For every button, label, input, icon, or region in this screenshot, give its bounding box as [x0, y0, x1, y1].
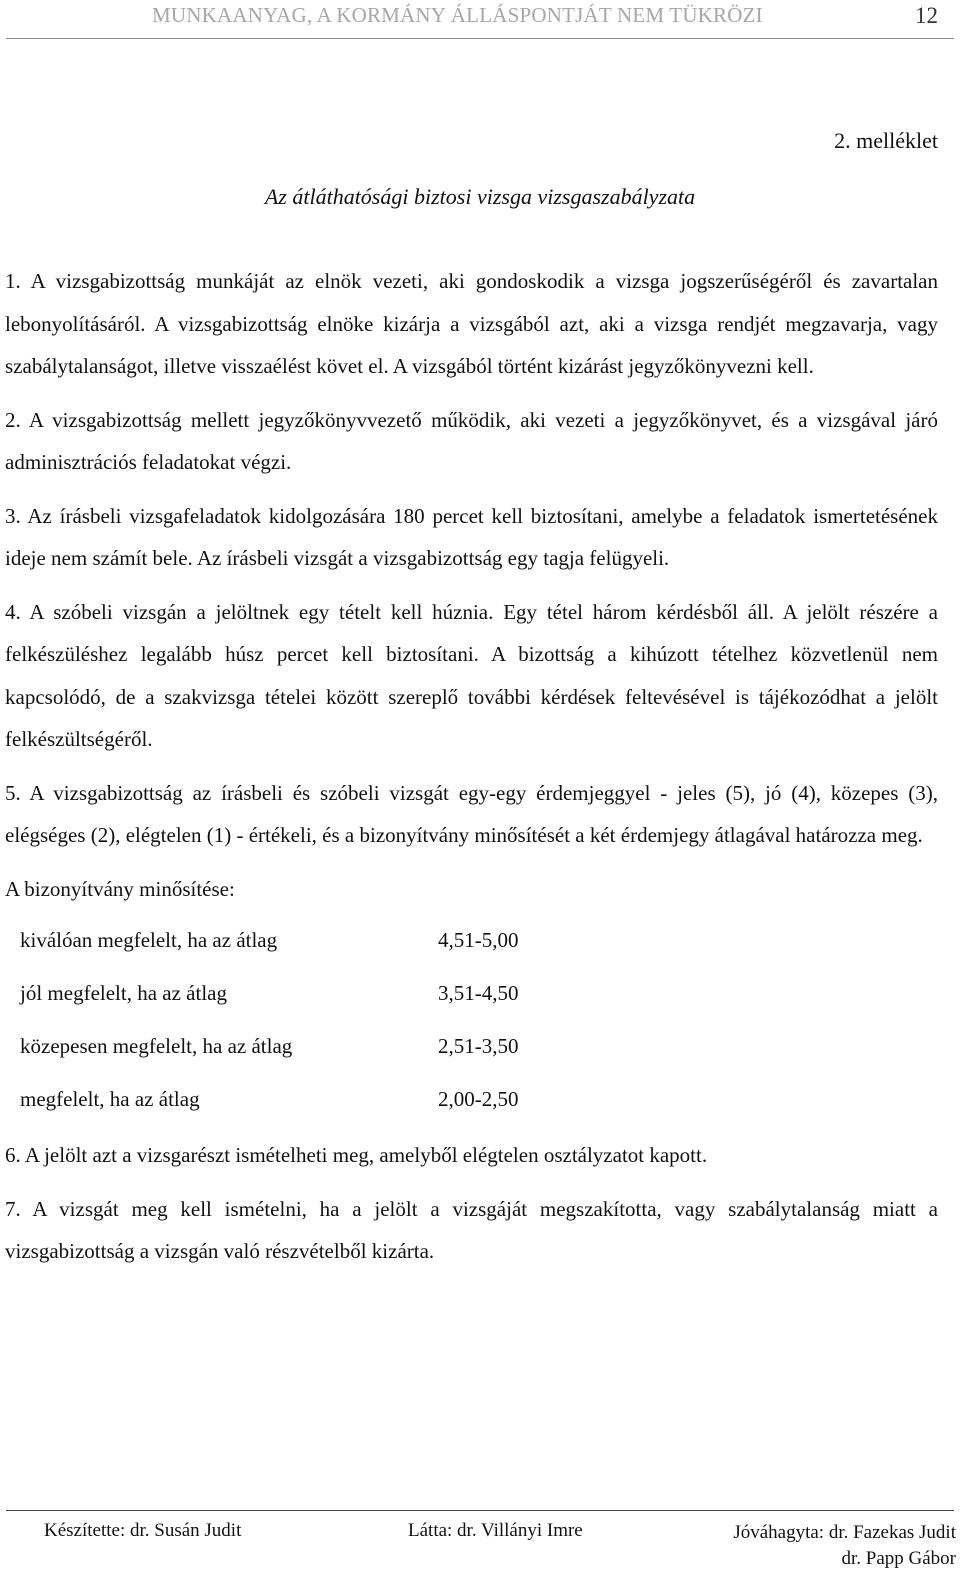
grading-row [20, 1073, 519, 1126]
grading-heading: A bizonyítvány minősítése: [5, 876, 235, 901]
document-body [5, 260, 938, 1284]
annex-label: 2. melléklet [834, 128, 938, 153]
paragraph-2: 2. A vizsgabizottság mellett jegyzőkönyvvezető működik, aki vezeti a jegyzőkönyvet, és a vizsgával járó adminisztrációs feladatokat végzi. [5, 407, 938, 474]
grading-row [20, 967, 519, 1020]
footer-prepared-by: Készítette: dr. Susán Judit [44, 1520, 242, 1541]
grading-label: jól megfelelt, ha az átlag [20, 981, 227, 1006]
grading-label: kiválóan megfelelt, ha az átlag [20, 928, 278, 953]
grading-label: megfelelt, ha az átlag [20, 1087, 200, 1112]
paragraph-6: 6. A jelölt azt a vizsgarészt ismételheti meg, amelyből elégtelen osztályzatot kapott. [5, 1143, 708, 1167]
page-header [0, 0, 960, 40]
header-watermark-title: MUNKAANYAG, A KORMÁNY ÁLLÁSPONTJÁT NEM TÜKRÖZI [152, 3, 763, 27]
page-footer [0, 1510, 960, 1569]
document-title: Az átláthatósági biztosi vizsga vizsgaszabályzata [264, 184, 696, 209]
footer-approved-by-line1: Jóváhagyta: dr. Fazekas Judit [733, 1522, 956, 1543]
paragraph-5: 5. A vizsgabizottság az írásbeli és szóbeli vizsgát egy-egy érdemjeggyel - jeles (5), jó (4), közepes (3), elégséges (2), elégtelen (1) - értékeli, és a bizonyítvány minősítését a két érdemjegy átlagával határozza meg. [5, 780, 938, 847]
page-number: 12 [915, 3, 938, 28]
footer-divider [6, 1510, 954, 1511]
paragraph-7: 7. A vizsgát meg kell ismételni, ha a jelölt a vizsgáját megszakította, vagy szabálytalanság miatt a vizsgabizottság a vizsgán való részvételből kizárta. [5, 1196, 938, 1263]
grading-row [20, 1020, 519, 1073]
paragraph-1: 1. A vizsgabizottság munkáját az elnök vezeti, aki gondoskodik a vizsga jogszerűségéről és zavartalan lebonyolításáról. A vizsgabizottság elnöke kizárja a vizsgából azt, aki a vizsga rendjét megzavarja, vagy szabálytalanságot, illetve visszaélést követ el. A vizsgából történt kizárást jegyzőkönyvezni kell. [5, 269, 938, 378]
grading-table [20, 914, 519, 1126]
grading-range: 2,00-2,50 [438, 1087, 519, 1112]
paragraph-4: 4. A szóbeli vizsgán a jelöltnek egy tételt kell húznia. Egy tétel három kérdésből áll. A jelölt részére a felkészüléshez legalább húsz percet kell biztosítani. A bizottság a kihúzott tételhez közvetlenül nem kapcsolódó, de a szakvizsga tételei között szereplő további kérdések feltevésével is tájékozódhat a jelölt felkészültségéről. [5, 599, 938, 751]
footer-approved-by-line2: dr. Papp Gábor [841, 1548, 956, 1569]
grading-label: közepesen megfelelt, ha az átlag [20, 1034, 293, 1059]
grading-row [20, 914, 519, 967]
grading-range: 2,51-3,50 [438, 1034, 519, 1059]
header-divider [6, 38, 954, 39]
grading-range: 3,51-4,50 [438, 981, 519, 1006]
footer-approved-by [733, 1520, 956, 1572]
paragraph-3: 3. Az írásbeli vizsgafeladatok kidolgozására 180 percet kell biztosítani, amelybe a feladatok ismertetésének ideje nem számít bele. Az írásbeli vizsgát a vizsgabizottság egy tagja felügyeli. [5, 503, 938, 570]
footer-reviewed-by: Látta: dr. Villányi Imre [408, 1520, 583, 1541]
grading-range: 4,51-5,00 [438, 928, 519, 953]
